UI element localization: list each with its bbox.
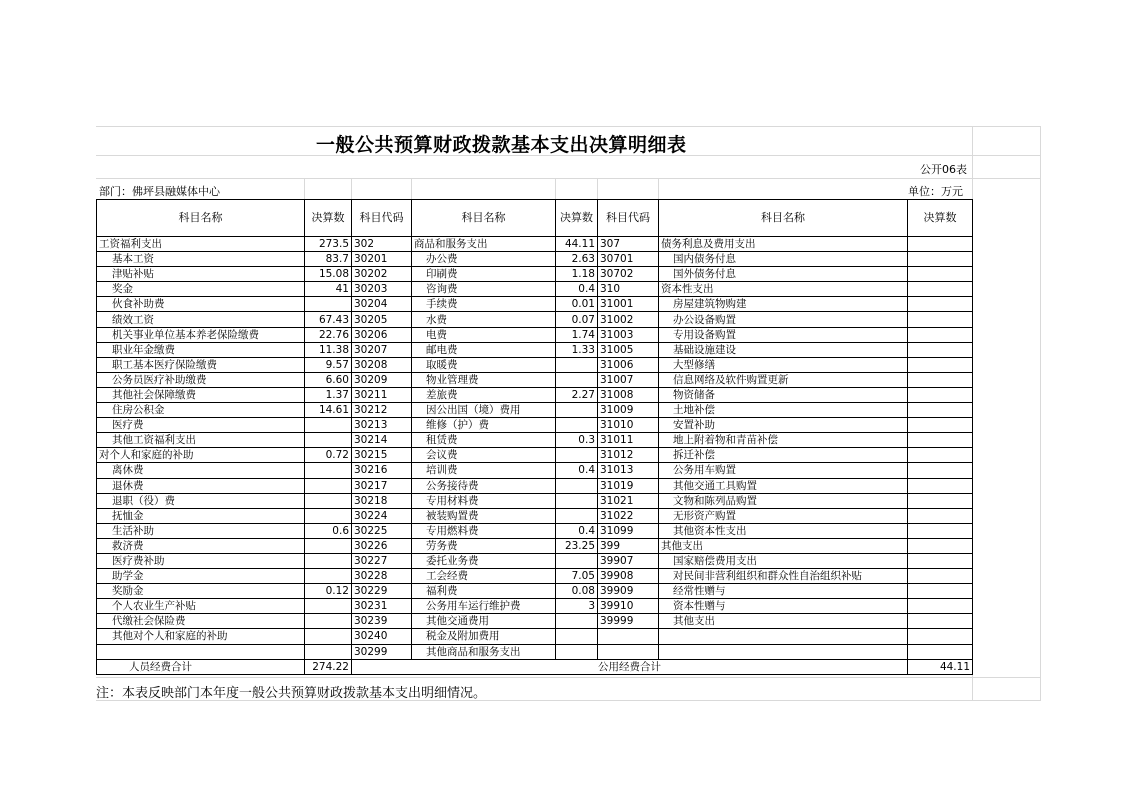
- table-row: [97, 599, 973, 614]
- subject-code-2: 30216: [352, 463, 412, 478]
- amount-2: [556, 493, 598, 508]
- table-row: [97, 569, 973, 584]
- table-row: [97, 342, 973, 357]
- subject-name-2: 电费: [412, 327, 556, 342]
- subject-name-2: 公务用车运行维护费: [412, 599, 556, 614]
- amount-3: [908, 508, 973, 523]
- subject-name-2: 咨询费: [412, 282, 556, 297]
- subject-name-3: 专用设备购置: [659, 327, 908, 342]
- subject-code-2: 30215: [352, 448, 412, 463]
- amount-2: 1.74: [556, 327, 598, 342]
- header-code-2: 科目代码: [352, 200, 412, 237]
- amount-2: [556, 418, 598, 433]
- amount-3: [908, 357, 973, 372]
- subject-name-3: 国外债务付息: [659, 267, 908, 282]
- amount-2: [556, 478, 598, 493]
- subject-name-2: 被装购置费: [412, 508, 556, 523]
- amount-2: [556, 629, 598, 644]
- amount-1: 67.43: [305, 312, 352, 327]
- subject-name-3: 信息网络及软件购置更新: [659, 372, 908, 387]
- table-row: [97, 267, 973, 282]
- subject-code-3: 31011: [598, 433, 659, 448]
- subject-name-1: 退职（役）费: [97, 493, 305, 508]
- gridline: [304, 178, 305, 199]
- subject-name-3: [659, 644, 908, 659]
- department-label: 部门：佛坪县融媒体中心: [99, 185, 220, 198]
- subject-name-1: 对个人和家庭的补助: [97, 448, 305, 463]
- personnel-total-value: 274.22: [305, 659, 352, 674]
- personnel-total-label: 人员经费合计: [97, 659, 305, 674]
- subject-code-3: 31019: [598, 478, 659, 493]
- amount-2: 0.01: [556, 297, 598, 312]
- subject-name-2: 商品和服务支出: [412, 237, 556, 252]
- subject-name-3: 其他交通工具购置: [659, 478, 908, 493]
- subject-code-2: 30212: [352, 403, 412, 418]
- subject-name-3: 资本性赠与: [659, 599, 908, 614]
- subject-name-3: [659, 629, 908, 644]
- amount-1: 11.38: [305, 342, 352, 357]
- subject-name-1: 助学金: [97, 569, 305, 584]
- subject-name-3: 无形资产购置: [659, 508, 908, 523]
- header-name-3: 科目名称: [659, 200, 908, 237]
- expenditure-table: [96, 199, 973, 675]
- subject-name-1: 离休费: [97, 463, 305, 478]
- amount-3: [908, 342, 973, 357]
- amount-3: [908, 553, 973, 568]
- public-total-value: 44.11: [908, 659, 973, 674]
- subject-name-2: 公务接待费: [412, 478, 556, 493]
- amount-1: 273.5: [305, 237, 352, 252]
- subject-name-3: 经常性赠与: [659, 584, 908, 599]
- amount-1: [305, 418, 352, 433]
- subject-code-2: 30217: [352, 478, 412, 493]
- subject-code-3: 31006: [598, 357, 659, 372]
- form-number: 公开06表: [920, 163, 967, 176]
- table-row: [97, 372, 973, 387]
- amount-3: [908, 237, 973, 252]
- subject-code-3: 31003: [598, 327, 659, 342]
- subject-name-3: 物资储备: [659, 387, 908, 402]
- table-row: [97, 644, 973, 659]
- subject-name-3: 文物和陈列品购置: [659, 493, 908, 508]
- header-amount-1: 决算数: [305, 200, 352, 237]
- subject-code-2: 30203: [352, 282, 412, 297]
- subject-code-2: 30239: [352, 614, 412, 629]
- subject-code-2: 30214: [352, 433, 412, 448]
- amount-1: 9.57: [305, 357, 352, 372]
- amount-2: [556, 553, 598, 568]
- header-name-2: 科目名称: [412, 200, 556, 237]
- subject-name-2: 取暖费: [412, 357, 556, 372]
- amount-1: [305, 463, 352, 478]
- amount-2: [556, 403, 598, 418]
- subject-code-2: 30228: [352, 569, 412, 584]
- table-row: [97, 282, 973, 297]
- amount-2: [556, 372, 598, 387]
- subject-name-3: 拆迁补偿: [659, 448, 908, 463]
- subject-name-3: 对民间非营利组织和群众性自治组织补贴: [659, 569, 908, 584]
- gridline: [658, 178, 659, 199]
- amount-1: [305, 614, 352, 629]
- amount-1: 0.12: [305, 584, 352, 599]
- subject-code-2: 30225: [352, 523, 412, 538]
- subject-code-2: 30208: [352, 357, 412, 372]
- amount-1: 6.60: [305, 372, 352, 387]
- amount-3: [908, 644, 973, 659]
- table-row: [97, 629, 973, 644]
- amount-3: [908, 584, 973, 599]
- subject-name-3: 资本性支出: [659, 282, 908, 297]
- table-row: [97, 478, 973, 493]
- amount-2: 2.63: [556, 252, 598, 267]
- public-total-label: 公用经费合计: [352, 659, 908, 674]
- amount-1: 14.61: [305, 403, 352, 418]
- subject-code-2: 30224: [352, 508, 412, 523]
- amount-2: 44.11: [556, 237, 598, 252]
- subject-code-3: 31010: [598, 418, 659, 433]
- subject-code-3: 39907: [598, 553, 659, 568]
- subject-code-2: 30299: [352, 644, 412, 659]
- subject-code-3: 310: [598, 282, 659, 297]
- subject-name-1: 其他对个人和家庭的补助: [97, 629, 305, 644]
- subject-name-2: 培训费: [412, 463, 556, 478]
- subject-code-3: 30702: [598, 267, 659, 282]
- table-header-row: [97, 200, 973, 237]
- subject-name-2: 税金及附加费用: [412, 629, 556, 644]
- amount-1: 0.72: [305, 448, 352, 463]
- amount-1: [305, 599, 352, 614]
- amount-1: [305, 478, 352, 493]
- subject-name-2: 印刷费: [412, 267, 556, 282]
- subject-code-3: 39908: [598, 569, 659, 584]
- subject-name-2: 福利费: [412, 584, 556, 599]
- amount-2: 0.08: [556, 584, 598, 599]
- page-title: 一般公共预算财政拨款基本支出决算明细表: [316, 134, 687, 156]
- subject-name-1: 个人农业生产补贴: [97, 599, 305, 614]
- subject-name-2: 专用燃料费: [412, 523, 556, 538]
- subject-code-3: 307: [598, 237, 659, 252]
- amount-3: [908, 493, 973, 508]
- subject-name-2: 租赁费: [412, 433, 556, 448]
- subject-name-3: 办公设备购置: [659, 312, 908, 327]
- amount-3: [908, 327, 973, 342]
- amount-1: [305, 493, 352, 508]
- subject-name-1: 抚恤金: [97, 508, 305, 523]
- amount-3: [908, 372, 973, 387]
- amount-2: 0.3: [556, 433, 598, 448]
- gridline: [351, 178, 352, 199]
- subject-code-2: 30201: [352, 252, 412, 267]
- subject-name-1: 退休费: [97, 478, 305, 493]
- table-row: [97, 508, 973, 523]
- subject-name-2: 水费: [412, 312, 556, 327]
- amount-3: [908, 569, 973, 584]
- gridline: [96, 677, 1041, 678]
- amount-2: 0.07: [556, 312, 598, 327]
- footnote: 注：本表反映部门本年度一般公共预算财政拨款基本支出明细情况。: [96, 686, 487, 701]
- header-amount-3: 决算数: [908, 200, 973, 237]
- subject-code-3: 31009: [598, 403, 659, 418]
- subject-name-1: 奖励金: [97, 584, 305, 599]
- subject-name-2: 物业管理费: [412, 372, 556, 387]
- subject-name-2: 劳务费: [412, 538, 556, 553]
- table-row: [97, 357, 973, 372]
- subject-name-1: 医疗费补助: [97, 553, 305, 568]
- amount-3: [908, 433, 973, 448]
- subject-code-2: 30207: [352, 342, 412, 357]
- amount-1: 15.08: [305, 267, 352, 282]
- table-row: [97, 614, 973, 629]
- amount-2: [556, 508, 598, 523]
- amount-3: [908, 538, 973, 553]
- table-row: [97, 553, 973, 568]
- subject-name-3: 大型修缮: [659, 357, 908, 372]
- subject-code-3: 31008: [598, 387, 659, 402]
- subject-name-2: 会议费: [412, 448, 556, 463]
- amount-1: [305, 569, 352, 584]
- amount-1: 83.7: [305, 252, 352, 267]
- subject-name-3: 土地补偿: [659, 403, 908, 418]
- table-row: [97, 252, 973, 267]
- amount-2: 2.27: [556, 387, 598, 402]
- table-row: [97, 538, 973, 553]
- subject-name-3: 安置补助: [659, 418, 908, 433]
- amount-3: [908, 252, 973, 267]
- subject-code-3: 31012: [598, 448, 659, 463]
- table-row: [97, 327, 973, 342]
- table-row: [97, 387, 973, 402]
- gridline: [96, 178, 1041, 179]
- subject-code-2: 30206: [352, 327, 412, 342]
- amount-3: [908, 403, 973, 418]
- table-row: [97, 463, 973, 478]
- subject-name-3: 其他支出: [659, 614, 908, 629]
- table-row: [97, 403, 973, 418]
- amount-1: [305, 629, 352, 644]
- subject-name-2: 差旅费: [412, 387, 556, 402]
- amount-3: [908, 478, 973, 493]
- amount-3: [908, 418, 973, 433]
- amount-2: 7.05: [556, 569, 598, 584]
- subject-name-1: 奖金: [97, 282, 305, 297]
- header-name-1: 科目名称: [97, 200, 305, 237]
- amount-2: 0.4: [556, 282, 598, 297]
- amount-2: 0.4: [556, 523, 598, 538]
- subject-name-2: 办公费: [412, 252, 556, 267]
- subject-name-1: 职业年金缴费: [97, 342, 305, 357]
- subject-name-3: 国内债务付息: [659, 252, 908, 267]
- subject-name-1: [97, 644, 305, 659]
- subject-name-3: 其他支出: [659, 538, 908, 553]
- subject-code-3: 31022: [598, 508, 659, 523]
- subject-name-1: 公务员医疗补助缴费: [97, 372, 305, 387]
- gridline: [96, 126, 1041, 127]
- subject-name-1: 基本工资: [97, 252, 305, 267]
- totals-row: [97, 659, 973, 674]
- subject-name-3: 地上附着物和青苗补偿: [659, 433, 908, 448]
- table-row: [97, 237, 973, 252]
- amount-3: [908, 599, 973, 614]
- subject-code-3: 31021: [598, 493, 659, 508]
- subject-code-2: 302: [352, 237, 412, 252]
- subject-name-1: 救济费: [97, 538, 305, 553]
- amount-2: [556, 448, 598, 463]
- subject-code-3: 31001: [598, 297, 659, 312]
- subject-name-3: 债务利息及费用支出: [659, 237, 908, 252]
- subject-name-1: 职工基本医疗保险缴费: [97, 357, 305, 372]
- subject-code-2: 30202: [352, 267, 412, 282]
- amount-1: [305, 644, 352, 659]
- subject-code-3: 31099: [598, 523, 659, 538]
- amount-3: [908, 282, 973, 297]
- amount-2: 3: [556, 599, 598, 614]
- subject-name-3: 国家赔偿费用支出: [659, 553, 908, 568]
- amount-1: [305, 433, 352, 448]
- subject-code-3: [598, 629, 659, 644]
- subject-code-2: 30205: [352, 312, 412, 327]
- amount-1: 41: [305, 282, 352, 297]
- header-code-3: 科目代码: [598, 200, 659, 237]
- subject-name-1: 其他工资福利支出: [97, 433, 305, 448]
- amount-3: [908, 387, 973, 402]
- subject-name-2: 其他交通费用: [412, 614, 556, 629]
- amount-2: 1.18: [556, 267, 598, 282]
- gridline: [1040, 126, 1041, 700]
- subject-code-3: 31007: [598, 372, 659, 387]
- subject-name-2: 工会经费: [412, 569, 556, 584]
- subject-code-2: 30227: [352, 553, 412, 568]
- amount-1: 0.6: [305, 523, 352, 538]
- subject-code-2: 30226: [352, 538, 412, 553]
- subject-name-2: 专用材料费: [412, 493, 556, 508]
- table-row: [97, 418, 973, 433]
- subject-name-1: 生活补助: [97, 523, 305, 538]
- amount-2: [556, 644, 598, 659]
- amount-1: 1.37: [305, 387, 352, 402]
- amount-1: [305, 297, 352, 312]
- amount-2: 1.33: [556, 342, 598, 357]
- gridline: [411, 178, 412, 199]
- subject-code-2: 30213: [352, 418, 412, 433]
- subject-name-1: 代缴社会保险费: [97, 614, 305, 629]
- subject-code-2: 30204: [352, 297, 412, 312]
- subject-code-3: 399: [598, 538, 659, 553]
- header-amount-2: 决算数: [556, 200, 598, 237]
- amount-1: [305, 508, 352, 523]
- subject-code-2: 30211: [352, 387, 412, 402]
- amount-1: [305, 538, 352, 553]
- subject-name-2: 手续费: [412, 297, 556, 312]
- subject-code-3: 31013: [598, 463, 659, 478]
- subject-code-3: [598, 644, 659, 659]
- gridline: [555, 178, 556, 199]
- amount-2: [556, 614, 598, 629]
- subject-name-1: 伙食补助费: [97, 297, 305, 312]
- table-row: [97, 433, 973, 448]
- amount-3: [908, 297, 973, 312]
- subject-name-2: 其他商品和服务支出: [412, 644, 556, 659]
- amount-3: [908, 267, 973, 282]
- amount-2: 23.25: [556, 538, 598, 553]
- subject-name-1: 绩效工资: [97, 312, 305, 327]
- amount-2: [556, 357, 598, 372]
- subject-code-3: 39999: [598, 614, 659, 629]
- subject-code-3: 30701: [598, 252, 659, 267]
- gridline: [597, 178, 598, 199]
- subject-code-2: 30240: [352, 629, 412, 644]
- table-row: [97, 312, 973, 327]
- subject-name-2: 因公出国（境）费用: [412, 403, 556, 418]
- amount-3: [908, 523, 973, 538]
- subject-name-3: 公务用车购置: [659, 463, 908, 478]
- unit-label: 单位：万元: [908, 185, 963, 198]
- table-row: [97, 448, 973, 463]
- subject-name-1: 津贴补贴: [97, 267, 305, 282]
- subject-name-2: 邮电费: [412, 342, 556, 357]
- subject-code-2: 30209: [352, 372, 412, 387]
- table-row: [97, 493, 973, 508]
- subject-name-3: 其他资本性支出: [659, 523, 908, 538]
- amount-2: 0.4: [556, 463, 598, 478]
- subject-code-3: 39910: [598, 599, 659, 614]
- amount-1: [305, 553, 352, 568]
- subject-name-2: 维修（护）费: [412, 418, 556, 433]
- subject-code-3: 31002: [598, 312, 659, 327]
- subject-name-2: 委托业务费: [412, 553, 556, 568]
- subject-name-1: 工资福利支出: [97, 237, 305, 252]
- table-row: [97, 297, 973, 312]
- amount-3: [908, 312, 973, 327]
- subject-code-2: 30231: [352, 599, 412, 614]
- amount-3: [908, 463, 973, 478]
- subject-name-3: 基础设施建设: [659, 342, 908, 357]
- amount-3: [908, 629, 973, 644]
- subject-name-1: 住房公积金: [97, 403, 305, 418]
- subject-name-1: 机关事业单位基本养老保险缴费: [97, 327, 305, 342]
- amount-1: 22.76: [305, 327, 352, 342]
- subject-name-1: 医疗费: [97, 418, 305, 433]
- subject-code-3: 39909: [598, 584, 659, 599]
- table-row: [97, 584, 973, 599]
- amount-3: [908, 614, 973, 629]
- subject-code-2: 30229: [352, 584, 412, 599]
- table-row: [97, 523, 973, 538]
- amount-3: [908, 448, 973, 463]
- subject-code-2: 30218: [352, 493, 412, 508]
- subject-name-1: 其他社会保障缴费: [97, 387, 305, 402]
- subject-code-3: 31005: [598, 342, 659, 357]
- subject-name-3: 房屋建筑物购建: [659, 297, 908, 312]
